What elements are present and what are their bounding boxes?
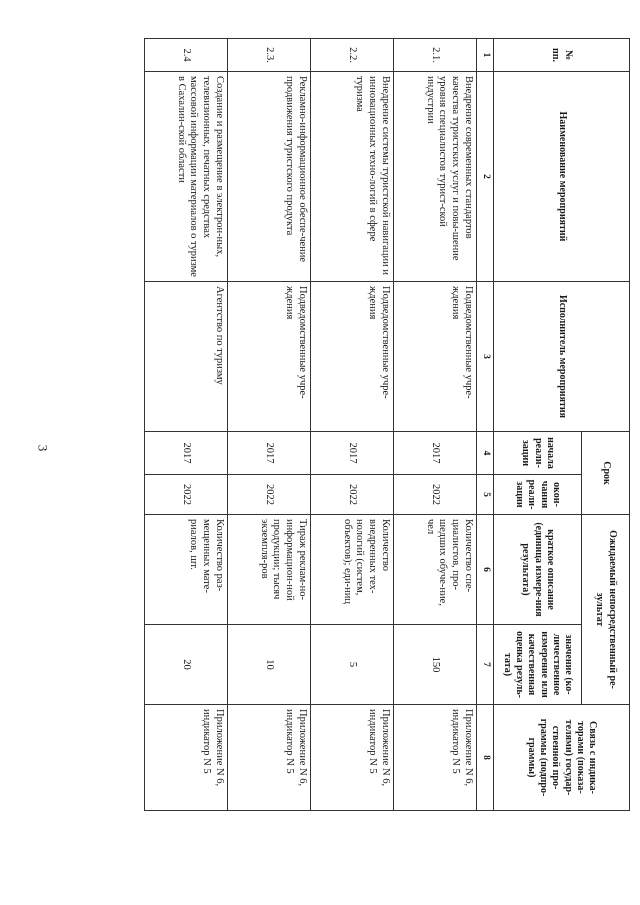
header-num: № пп. — [494, 39, 630, 72]
row-name: Создание и размещение в электрон-ных, телевизионных, печатных средствах массовой информации материалов о туризме в Сахалин-ской области — [145, 72, 228, 282]
table-row — [394, 39, 477, 811]
row-start: 2017 — [394, 432, 477, 475]
header-term-end: окон-чания реали-зации — [494, 475, 582, 515]
row-name: Внедрение современных стандартов качества туристских услуг и повы-шение уровня специалистов турист-ской индустрии — [394, 72, 477, 282]
column-number: 4 — [477, 432, 494, 475]
header-term: Срок — [582, 432, 630, 515]
column-number-row — [477, 39, 494, 811]
header-name: Наименование мероприятий — [494, 72, 630, 282]
row-desc: Тираж реклам-но-информацион-ной продукции; тысяч экземпля-ров — [228, 515, 311, 625]
row-executor: Подведомственные учре-ждения — [311, 282, 394, 432]
row-value: 150 — [394, 625, 477, 705]
row-executor: Подведомственные учре-ждения — [228, 282, 311, 432]
table-row — [311, 39, 394, 811]
rotated-table-container — [110, 38, 630, 810]
column-number: 7 — [477, 625, 494, 705]
row-desc: Количество раз-мещенных мате-риалов, шт. — [145, 515, 228, 625]
row-link: Приложение N 6, индикатор N 5 — [228, 705, 311, 811]
column-number: 3 — [477, 282, 494, 432]
header-result: Ожидаемый непосредственный ре-зультат — [582, 515, 630, 705]
header-link: Связь с индика-торами (показа-телями) государ-ственной про-граммы (подпро-граммы) — [494, 705, 630, 811]
row-value: 20 — [145, 625, 228, 705]
row-executor: Агентство по туризму — [145, 282, 228, 432]
row-executor: Подведомственные учре-ждения — [394, 282, 477, 432]
row-start: 2017 — [311, 432, 394, 475]
row-num: 2.4 — [145, 39, 228, 72]
table-row — [228, 39, 311, 811]
row-desc: Количество внедренных тех-нологий (систем, объектов); еди-ниц — [311, 515, 394, 625]
row-value: 5 — [311, 625, 394, 705]
row-link: Приложение N 6, индикатор N 5 — [145, 705, 228, 811]
header-result-desc: краткое описание (единица измере-ния результата) — [494, 515, 582, 625]
header-executor: Исполнитель мероприятия — [494, 282, 630, 432]
row-end: 2022 — [311, 475, 394, 515]
header-term-start: начала реали-зации — [494, 432, 582, 475]
row-num: 2.1. — [394, 39, 477, 72]
page-number: 3 — [35, 444, 51, 452]
table-row — [145, 39, 228, 811]
column-number: 1 — [477, 39, 494, 72]
row-name: Рекламно-информационное обеспе-чение продвижения туристского продукта — [228, 72, 311, 282]
row-end: 2022 — [394, 475, 477, 515]
row-link: Приложение N 6, индикатор N 5 — [394, 705, 477, 811]
column-number: 8 — [477, 705, 494, 811]
row-end: 2022 — [145, 475, 228, 515]
row-start: 2017 — [228, 432, 311, 475]
row-num: 2.2. — [311, 39, 394, 72]
row-link: Приложение N 6, индикатор N 5 — [311, 705, 394, 811]
activities-table — [144, 38, 630, 811]
row-value: 10 — [228, 625, 311, 705]
row-end: 2022 — [228, 475, 311, 515]
column-number: 6 — [477, 515, 494, 625]
row-name: Внедрение системы туристской навигации и инновационных техно-логий в сфере туризма — [311, 72, 394, 282]
row-desc: Количество спе-циалистов, про-шедших обуче-ние, чел — [394, 515, 477, 625]
column-number: 2 — [477, 72, 494, 282]
column-number: 5 — [477, 475, 494, 515]
row-num: 2.3. — [228, 39, 311, 72]
header-result-value: значение (ко-личественное измерение или качественная оценка резуль-тата) — [494, 625, 582, 705]
row-start: 2017 — [145, 432, 228, 475]
